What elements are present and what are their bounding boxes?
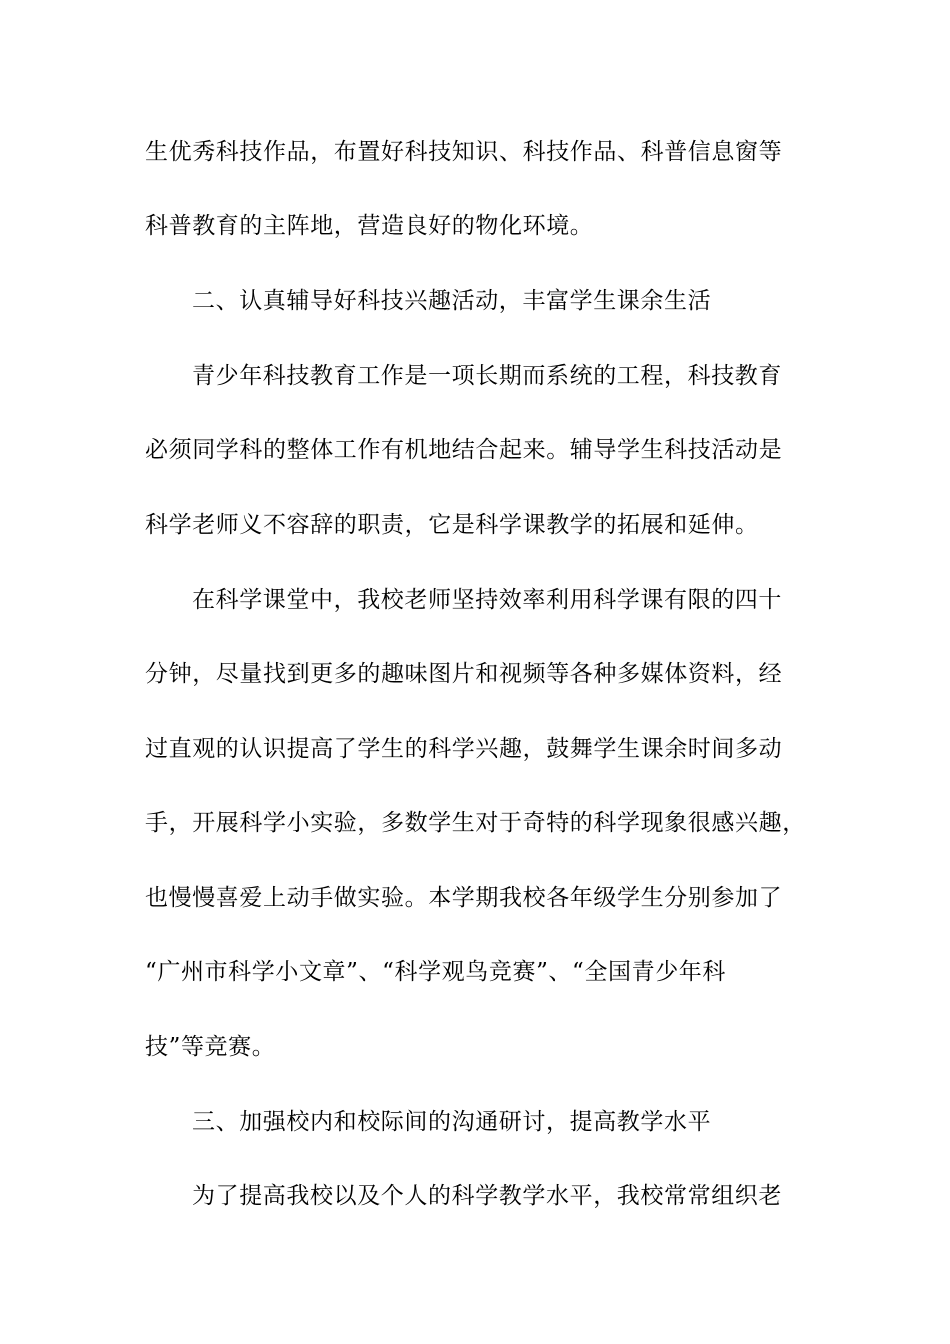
paragraph-line: 为了提高我校以及个人的科学教学水平，我校常常组织老 bbox=[192, 1183, 782, 1209]
paragraph-line: 生优秀科技作品，布置好科技知识、科技作品、科普信息窗等 bbox=[145, 139, 783, 165]
paragraph-line: 在科学课堂中，我校老师坚持效率利用科学课有限的四十 bbox=[192, 587, 782, 613]
paragraph-line: 手，开展科学小实验，多数学生对于奇特的科学现象很感兴趣， bbox=[145, 810, 806, 836]
paragraph-line: 也慢慢喜爱上动手做实验。本学期我校各年级学生分别参加了 bbox=[145, 885, 783, 911]
paragraph-line: 技”等竞赛。 bbox=[145, 1034, 276, 1060]
paragraph-line: 科普教育的主阵地，营造良好的物化环境。 bbox=[145, 213, 594, 239]
paragraph-line: 青少年科技教育工作是一项长期而系统的工程，科技教育 bbox=[192, 363, 782, 389]
paragraph-line: 过直观的认识提高了学生的科学兴趣，鼓舞学生课余时间多动 bbox=[145, 736, 783, 762]
section-heading: 二、认真辅导好科技兴趣活动，丰富学生课余生活 bbox=[192, 288, 712, 314]
paragraph-line: 分钟，尽量找到更多的趣味图片和视频等各种多媒体资料，经 bbox=[145, 661, 783, 687]
paragraph-line: “广州市科学小文章”、“科学观鸟竞赛”、“全国青少年科 bbox=[145, 959, 726, 985]
paragraph-line: 必须同学科的整体工作有机地结合起来。辅导学生科技活动是 bbox=[145, 437, 783, 463]
section-heading: 三、加强校内和校际间的沟通研讨，提高教学水平 bbox=[192, 1109, 712, 1135]
paragraph-line: 科学老师义不容辞的职责，它是科学课教学的拓展和延伸。 bbox=[145, 512, 759, 538]
